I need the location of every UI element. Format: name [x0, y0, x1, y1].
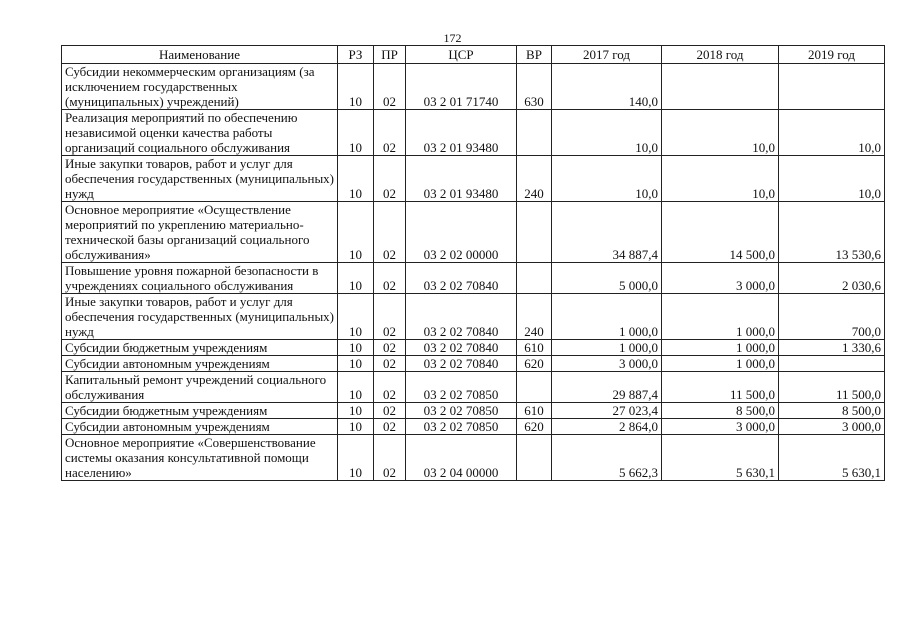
table-row: [62, 435, 885, 481]
cell-2017: 10,0: [552, 156, 662, 202]
cell-rz: 10: [338, 110, 374, 156]
cell-rz: 10: [338, 64, 374, 110]
table-row: [62, 372, 885, 403]
cell-vr: [517, 372, 552, 403]
cell-pr: 02: [374, 202, 406, 263]
cell-2018: 3 000,0: [662, 419, 779, 435]
cell-name: Основное мероприятие «Совершенствование системы оказания консультативной помощи населению»: [62, 435, 338, 481]
cell-2019: 13 530,6: [779, 202, 885, 263]
cell-name: Субсидии автономным учреждениям: [62, 356, 338, 372]
cell-rz: 10: [338, 403, 374, 419]
cell-2017: 1 000,0: [552, 294, 662, 340]
cell-csr: 03 2 04 00000: [406, 435, 517, 481]
cell-vr: 620: [517, 419, 552, 435]
cell-csr: 03 2 02 70850: [406, 372, 517, 403]
cell-rz: 10: [338, 263, 374, 294]
cell-2019: 700,0: [779, 294, 885, 340]
cell-2019: 5 630,1: [779, 435, 885, 481]
cell-vr: [517, 110, 552, 156]
cell-name: Субсидии бюджетным учреждениям: [62, 403, 338, 419]
cell-2017: 2 864,0: [552, 419, 662, 435]
cell-2017: 34 887,4: [552, 202, 662, 263]
budget-table: [61, 45, 885, 481]
table-row: [62, 403, 885, 419]
cell-2019: 8 500,0: [779, 403, 885, 419]
cell-rz: 10: [338, 202, 374, 263]
table-row: [62, 202, 885, 263]
cell-2019: 10,0: [779, 110, 885, 156]
header-2019: 2019 год: [779, 46, 885, 64]
cell-2019: 2 030,6: [779, 263, 885, 294]
cell-2019: [779, 64, 885, 110]
header-2017: 2017 год: [552, 46, 662, 64]
cell-pr: 02: [374, 340, 406, 356]
cell-2017: 3 000,0: [552, 356, 662, 372]
cell-rz: 10: [338, 372, 374, 403]
header-2018: 2018 год: [662, 46, 779, 64]
cell-csr: 03 2 02 00000: [406, 202, 517, 263]
cell-rz: 10: [338, 435, 374, 481]
cell-2017: 27 023,4: [552, 403, 662, 419]
cell-name: Субсидии некоммерческим организациям (за исключением государственных (муниципальных) учреждений): [62, 64, 338, 110]
cell-2019: [779, 356, 885, 372]
cell-pr: 02: [374, 372, 406, 403]
cell-2017: 5 662,3: [552, 435, 662, 481]
cell-pr: 02: [374, 356, 406, 372]
cell-2018: 1 000,0: [662, 294, 779, 340]
cell-name: Субсидии автономным учреждениям: [62, 419, 338, 435]
cell-rz: 10: [338, 356, 374, 372]
cell-vr: [517, 435, 552, 481]
cell-csr: 03 2 02 70840: [406, 294, 517, 340]
cell-pr: 02: [374, 110, 406, 156]
cell-csr: 03 2 02 70840: [406, 340, 517, 356]
cell-2017: 10,0: [552, 110, 662, 156]
cell-csr: 03 2 02 70840: [406, 356, 517, 372]
table-row: [62, 110, 885, 156]
cell-csr: 03 2 02 70840: [406, 263, 517, 294]
cell-2018: 1 000,0: [662, 340, 779, 356]
cell-name: Субсидии бюджетным учреждениям: [62, 340, 338, 356]
table-row: [62, 156, 885, 202]
cell-2018: 5 630,1: [662, 435, 779, 481]
cell-name: Иные закупки товаров, работ и услуг для обеспечения государственных (муниципальных) нужд: [62, 156, 338, 202]
header-csr: ЦСР: [406, 46, 517, 64]
cell-csr: 03 2 02 70850: [406, 419, 517, 435]
table-row: [62, 294, 885, 340]
cell-rz: 10: [338, 156, 374, 202]
header-pr: ПР: [374, 46, 406, 64]
cell-csr: 03 2 01 93480: [406, 156, 517, 202]
cell-vr: [517, 202, 552, 263]
cell-2018: 1 000,0: [662, 356, 779, 372]
cell-rz: 10: [338, 419, 374, 435]
cell-pr: 02: [374, 435, 406, 481]
cell-2017: 140,0: [552, 64, 662, 110]
cell-vr: 240: [517, 156, 552, 202]
cell-2018: 8 500,0: [662, 403, 779, 419]
cell-vr: 610: [517, 340, 552, 356]
cell-vr: 630: [517, 64, 552, 110]
cell-rz: 10: [338, 294, 374, 340]
cell-vr: [517, 263, 552, 294]
cell-vr: 610: [517, 403, 552, 419]
cell-pr: 02: [374, 64, 406, 110]
table-row: [62, 356, 885, 372]
header-name: Наименование: [62, 46, 338, 64]
table-row: [62, 340, 885, 356]
cell-2018: 11 500,0: [662, 372, 779, 403]
header-vr: ВР: [517, 46, 552, 64]
cell-name: Основное мероприятие «Осуществление мероприятий по укреплению материально-технической базы организаций социального обслуживания»: [62, 202, 338, 263]
cell-rz: 10: [338, 340, 374, 356]
cell-2018: 10,0: [662, 110, 779, 156]
cell-pr: 02: [374, 403, 406, 419]
cell-vr: 240: [517, 294, 552, 340]
cell-2018: [662, 64, 779, 110]
cell-2017: 1 000,0: [552, 340, 662, 356]
table-row: [62, 419, 885, 435]
cell-name: Капитальный ремонт учреждений социального обслуживания: [62, 372, 338, 403]
header-rz: РЗ: [338, 46, 374, 64]
cell-2017: 29 887,4: [552, 372, 662, 403]
cell-pr: 02: [374, 156, 406, 202]
cell-2018: 3 000,0: [662, 263, 779, 294]
cell-pr: 02: [374, 419, 406, 435]
page-number: 172: [443, 31, 462, 45]
cell-2019: 10,0: [779, 156, 885, 202]
cell-2019: 1 330,6: [779, 340, 885, 356]
header-row: [62, 46, 885, 64]
cell-csr: 03 2 01 93480: [406, 110, 517, 156]
cell-2018: 14 500,0: [662, 202, 779, 263]
cell-2018: 10,0: [662, 156, 779, 202]
cell-csr: 03 2 02 70850: [406, 403, 517, 419]
cell-2019: 3 000,0: [779, 419, 885, 435]
cell-vr: 620: [517, 356, 552, 372]
cell-name: Повышение уровня пожарной безопасности в учреждениях социального обслуживания: [62, 263, 338, 294]
table-row: [62, 263, 885, 294]
cell-name: Реализация мероприятий по обеспечению независимой оценки качества работы организаций социального обслуживания: [62, 110, 338, 156]
cell-csr: 03 2 01 71740: [406, 64, 517, 110]
cell-2019: 11 500,0: [779, 372, 885, 403]
cell-pr: 02: [374, 263, 406, 294]
cell-2017: 5 000,0: [552, 263, 662, 294]
table-row: [62, 64, 885, 110]
cell-name: Иные закупки товаров, работ и услуг для обеспечения государственных (муниципальных) нужд: [62, 294, 338, 340]
cell-pr: 02: [374, 294, 406, 340]
